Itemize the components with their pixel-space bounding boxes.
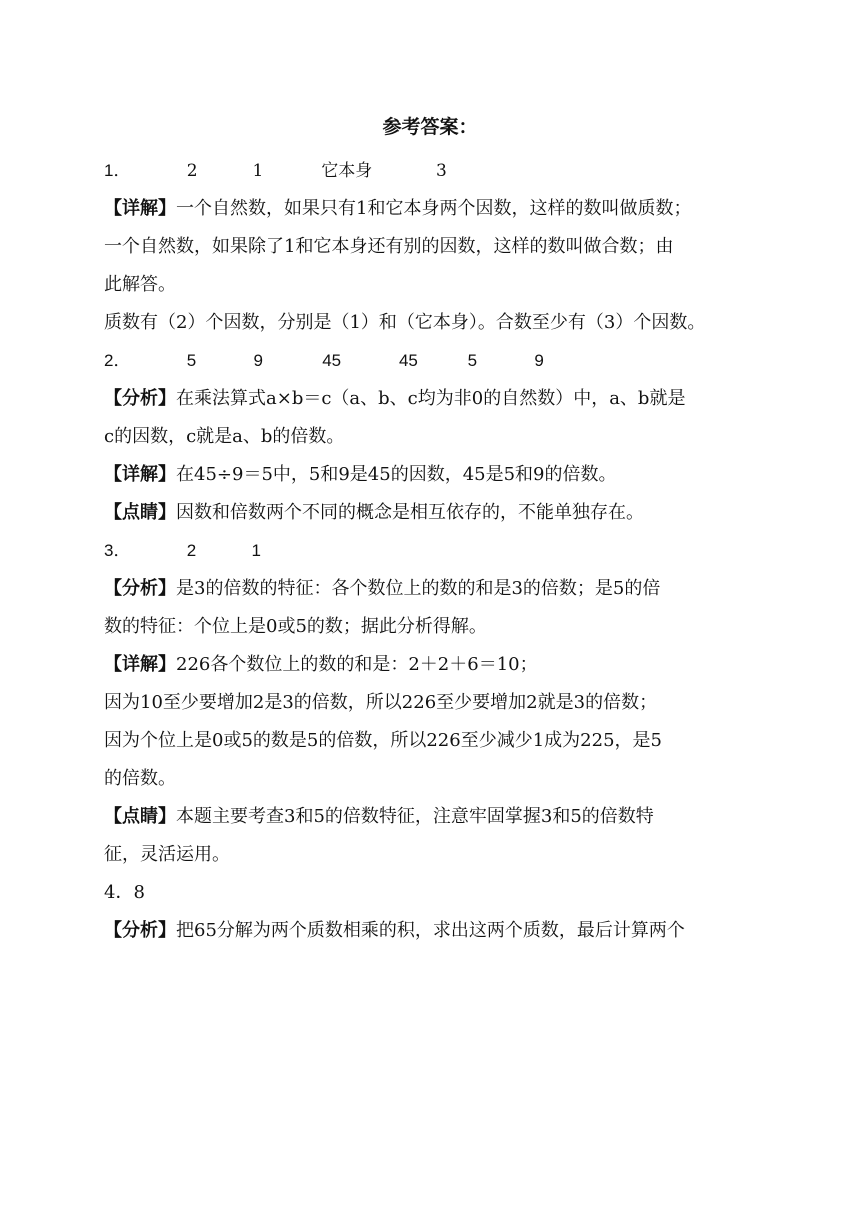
q3-analysis-tag: 【分析】 — [104, 578, 176, 599]
q2-answer-4: 45 — [398, 351, 418, 370]
q1-summary: 质数有（2）个因数，分别是（1）和（它本身）。合数至少有（3）个因数。 — [104, 312, 706, 333]
q3-point-text-1: 本题主要考查3和5的倍数特征，注意牢固掌握3和5的倍数特 — [176, 806, 654, 827]
q2-analysis-tag: 【分析】 — [104, 388, 176, 409]
q2-detail-tag: 【详解】 — [104, 464, 176, 485]
q4-answer-row — [104, 874, 764, 912]
q1-answer-2: 1 — [252, 161, 264, 181]
q1-detail-line-1 — [104, 190, 764, 228]
q2-answer-row — [104, 342, 764, 380]
q2-point-tag: 【点睛】 — [104, 502, 176, 523]
q4-number: 4． — [104, 882, 134, 903]
q3-point-line-2: 征，灵活运用。 — [104, 844, 230, 865]
q1-detail-text-1: 一个自然数，如果只有1和它本身两个因数，这样的数叫做质数； — [176, 198, 692, 219]
q2-analysis-line-2: c的因数，c就是a、b的倍数。 — [104, 426, 345, 447]
q3-number: 3． — [104, 541, 131, 560]
q2-answer-2: 9 — [253, 351, 263, 370]
q3-detail-text-1: 226各个数位上的数的和是：2＋2＋6＝10； — [176, 654, 538, 675]
q3-answer-1: 2 — [186, 541, 197, 560]
q3-detail-line-2: 因为10至少要增加2是3的倍数，所以226至少要增加2就是3的倍数； — [104, 692, 658, 713]
q1-detail-line-3: 此解答。 — [104, 274, 176, 295]
q4-analysis-text-1: 把65分解为两个质数相乘的积，求出这两个质数，最后计算两个 — [176, 920, 685, 941]
q3-analysis-text-1: 是3的倍数的特征：各个数位上的数的和是3的倍数；是5的倍 — [176, 578, 661, 599]
q1-answer-row — [104, 152, 764, 190]
q2-answer-1: 5 — [186, 351, 197, 370]
q3-detail-line-4: 的倍数。 — [104, 768, 176, 789]
q3-analysis-line-1 — [104, 570, 764, 608]
q1-answer-3: 它本身 — [321, 161, 373, 181]
q3-answer-row — [104, 532, 764, 570]
q4-answer: 8 — [133, 882, 145, 903]
q1-answer-1: 2 — [186, 161, 198, 181]
q2-point-line — [104, 494, 764, 532]
q3-point-tag: 【点睛】 — [104, 806, 176, 827]
q3-detail-line-3: 因为个位上是0或5的数是5的倍数，所以226至少减少1成为225，是5 — [104, 730, 662, 751]
answer-content — [104, 152, 764, 950]
q2-detail-text: 在45÷9＝5中，5和9是45的因数，45是5和9的倍数。 — [176, 464, 617, 485]
page-title: 参考答案： — [382, 116, 478, 138]
q2-number: 2． — [104, 351, 131, 370]
q2-analysis-text-1: 在乘法算式a×b＝c（a、b、c均为非0的自然数）中，a、b就是 — [176, 388, 686, 409]
q3-detail-tag: 【详解】 — [104, 654, 176, 675]
q3-answer-2: 1 — [251, 541, 261, 560]
q2-analysis-line-1 — [104, 380, 764, 418]
q1-detail-line-2: 一个自然数，如果除了1和它本身还有别的因数，这样的数叫做合数；由 — [104, 236, 674, 257]
q2-answer-6: 9 — [534, 351, 544, 370]
q2-answer-3: 45 — [322, 351, 342, 370]
q1-number: 1． — [104, 161, 131, 180]
q3-detail-line-1 — [104, 646, 764, 684]
q1-detail-tag: 【详解】 — [104, 198, 176, 219]
q2-answer-5: 5 — [467, 351, 478, 370]
q2-point-text: 因数和倍数两个不同的概念是相互依存的，不能单独存在。 — [176, 502, 644, 523]
q3-analysis-line-2: 数的特征：个位上是0或5的数；据此分析得解。 — [104, 616, 487, 637]
q1-answer-4: 3 — [435, 161, 447, 181]
q4-analysis-line-1 — [104, 912, 764, 950]
q2-detail-line — [104, 456, 764, 494]
q4-analysis-tag: 【分析】 — [104, 920, 176, 941]
q3-point-line-1 — [104, 798, 764, 836]
